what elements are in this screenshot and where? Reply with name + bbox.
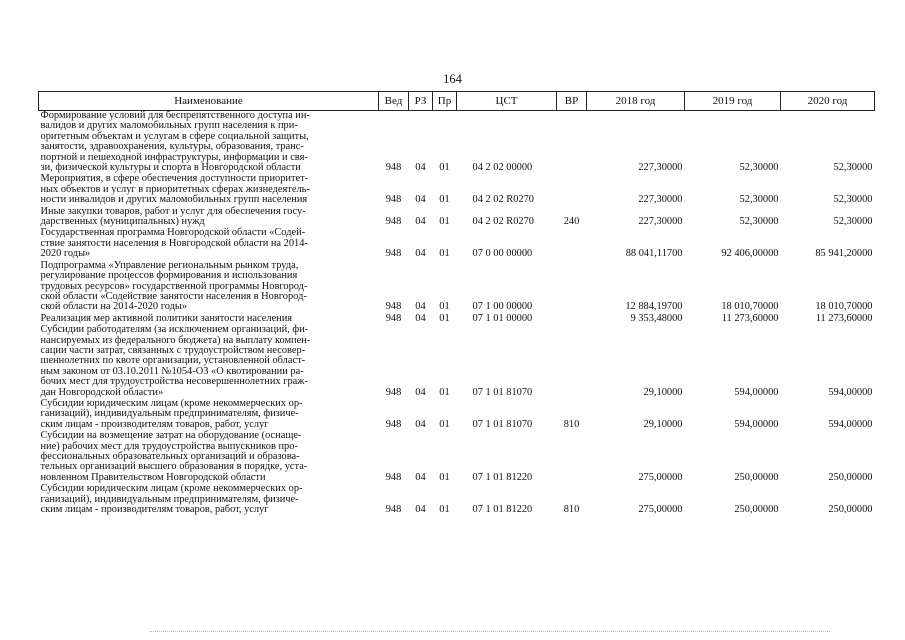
pr-cell: 01 [439,301,450,313]
row-name-line: шеннолетних по квоте организации, установленной област- [40,355,306,367]
table-body [39,111,875,517]
value-2018-cell: 227,30000 [638,162,683,174]
row-name-line: дарственных (муниципальных) нужд [40,216,205,228]
header-ved: Вед [379,92,409,111]
ved-cell: 948 [385,194,402,206]
value-2018-cell: 88 041,11700 [625,248,683,260]
row-name-line: тельных организаций высшего образования в порядке, уста- [40,461,308,473]
vr-cell [557,431,587,483]
value-2019-cell: 250,00000 [734,504,779,516]
ved-cell: 948 [385,418,402,430]
value-2018-cell: 29,10000 [643,386,683,398]
vr-cell: 810 [563,504,580,516]
row-name-line: ским лицам - производителям товаров, работ, услуг [40,504,269,516]
row-name-line: дан Новгородской области» [40,386,164,398]
row-name-line: Субсидии на возмещение затрат на оборудование (оснаще- [40,430,302,442]
row-name-line: регулирование процессов формирования и использования [40,270,298,282]
value-2018-cell: 275,00000 [638,471,683,483]
table-row [39,261,875,313]
pr-cell: 01 [439,418,450,430]
row-name-line: Мероприятия, в сфере обеспечения доступности приоритет- [40,173,309,185]
header-cst: ЦСТ [457,92,557,111]
row-name-cell [39,228,379,259]
pr-cell: 01 [439,312,450,324]
pr-cell: 01 [439,504,450,516]
cst-cell: 04 2 02 00000 [472,162,533,174]
rz-cell: 04 [415,162,426,174]
header-2019: 2019 год [685,92,781,111]
table-row [39,431,875,483]
row-name-cell [39,111,379,174]
row-name-cell [39,484,379,515]
table-row [39,484,875,515]
row-name-line: нансируемых из федерального бюджета) на выплату компен- [40,334,311,346]
ved-cell: 948 [385,312,402,324]
row-name-line: трудовых ресурсов» государственной программы Новгород- [40,280,308,292]
cst-cell: 07 1 01 81070 [472,386,533,398]
row-name-line: ным законом от 03.10.2011 №1054-ОЗ «О квотировании ра- [40,365,304,377]
row-name-line: Субсидии юридическим лицам (кроме некоммерческих ор- [40,483,303,495]
table-row [39,399,875,430]
row-name-line: ние) рабочих мест для трудоустройства выпускников про- [40,440,298,452]
value-2020-cell: 594,00000 [828,418,873,430]
value-2020-cell: 594,00000 [828,386,873,398]
row-name-line: ской области на 2014-2020 годы» [40,301,188,313]
cst-cell: 07 1 01 81220 [472,504,533,516]
row-name-line: ности инвалидов и других маломобильных групп населения [40,194,308,206]
header-pr: Пр [433,92,457,111]
row-name-cell [39,207,379,228]
row-name-line: новленном Правительством Новгородской области [40,471,266,483]
page-number: 164 [443,72,462,86]
pr-cell: 01 [439,248,450,260]
row-name-line: ганизаций), индивидуальным предпринимателям, физиче- [40,493,299,505]
table-row [39,174,875,205]
rz-cell: 04 [415,418,426,430]
vr-cell [557,325,587,398]
ved-cell: 948 [385,301,402,313]
rz-cell: 04 [415,194,426,206]
vr-cell [557,111,587,174]
rz-cell: 04 [415,248,426,260]
header-2020: 2020 год [781,92,875,111]
value-2018-cell: 29,10000 [643,418,683,430]
row-name-line: Формирование условий для беспрепятственного доступа ин- [40,110,310,121]
value-2020-cell: 52,30000 [833,194,873,206]
budget-table [38,91,875,516]
cst-cell: 07 1 01 81220 [472,471,533,483]
cst-cell: 04 2 02 R0270 [472,216,534,228]
row-name-line: Государственная программа Новгородской области «Содей- [40,227,306,239]
pr-cell: 01 [439,216,450,228]
table-row [39,228,875,259]
row-name-line: 2020 годы» [40,248,91,260]
ved-cell: 948 [385,471,402,483]
row-name-line: Иные закупки товаров, работ и услуг для обеспечения госу- [40,205,306,217]
row-name-line: портной и пешеходной инфраструктуры, информации и свя- [40,151,308,163]
value-2020-cell: 52,30000 [833,216,873,228]
row-name-line: зи, физической культуры и спорта в Новгородской области [40,162,301,174]
ved-cell: 948 [385,248,402,260]
value-2019-cell: 52,30000 [739,216,779,228]
value-2019-cell: 18 010,70000 [721,301,779,313]
vr-cell [557,174,587,205]
pr-cell: 01 [439,471,450,483]
ved-cell: 948 [385,504,402,516]
rz-cell: 04 [415,386,426,398]
ved-cell: 948 [385,386,402,398]
row-spacer-cell [39,515,875,516]
row-name-line: фессиональных образовательных организаций и образова- [40,451,300,462]
scan-artifact-line [150,631,830,634]
row-name-line: ствие занятости населения в Новгородской области на 2014- [40,237,308,249]
pr-cell: 01 [439,386,450,398]
cst-cell: 04 2 02 R0270 [472,194,534,206]
ved-cell: 948 [385,216,402,228]
row-name-cell [39,314,379,324]
cst-cell: 07 0 00 00000 [472,248,533,260]
row-name-cell [39,431,379,483]
cst-cell: 07 1 01 00000 [472,312,533,324]
row-name-line: ской области «Содействие занятости населения в Новгород- [40,290,307,302]
rz-cell: 04 [415,216,426,228]
value-2018-cell: 275,00000 [638,504,683,516]
row-name-line: Субсидии юридическим лицам (кроме некоммерческих ор- [40,397,303,409]
value-2019-cell: 594,00000 [734,418,779,430]
row-name-cell [39,325,379,398]
header-vr: ВР [557,92,587,111]
row-name-line: валидов и других маломобильных групп населения к при- [40,120,298,132]
vr-cell [557,314,587,324]
table-header-row [39,92,875,111]
vr-cell [557,228,587,259]
row-name-line: Подпрограмма «Управление региональным рынком труда, [40,259,299,271]
value-2020-cell: 250,00000 [828,471,873,483]
value-2019-cell: 594,00000 [734,386,779,398]
row-name-cell [39,174,379,205]
row-name-line: ных объектов и услуг в приоритетных сферах жизнедеятель- [40,183,310,195]
row-name-line: ским лицам - производителям товаров, работ, услуг [40,418,269,430]
vr-cell [557,261,587,313]
value-2020-cell: 18 010,70000 [815,301,873,313]
rz-cell: 04 [415,471,426,483]
header-rz: РЗ [409,92,433,111]
row-name-line: бочих мест для трудоустройства несовершеннолетних граж- [40,376,308,388]
header-name: Наименование [39,92,379,111]
value-2020-cell: 11 273,60000 [815,312,873,324]
vr-cell: 810 [563,418,580,430]
rz-cell: 04 [415,312,426,324]
row-name-line: занятости, здравоохранения, культуры, образования, транс- [40,141,304,153]
table-row [39,314,875,324]
rz-cell: 04 [415,504,426,516]
row-spacer [39,515,875,516]
value-2018-cell: 227,30000 [638,216,683,228]
row-name-cell [39,261,379,313]
rz-cell: 04 [415,301,426,313]
table-row [39,207,875,228]
pr-cell: 01 [439,194,450,206]
row-name-line: Субсидии работодателям (за исключением организаций, фи- [40,324,309,336]
ved-cell: 948 [385,162,402,174]
row-name-cell [39,399,379,430]
header-2018: 2018 год [587,92,685,111]
value-2019-cell: 92 406,00000 [721,248,779,260]
value-2020-cell: 85 941,20000 [815,248,873,260]
value-2018-cell: 227,30000 [638,194,683,206]
cst-cell: 07 1 00 00000 [472,301,533,313]
row-name-line: сации части затрат, связанных с трудоустройством несовер- [40,344,306,356]
value-2019-cell: 11 273,60000 [721,312,779,324]
row-name-line: Реализация мер активной политики занятости населения [40,312,293,324]
value-2019-cell: 52,30000 [739,162,779,174]
cst-cell: 07 1 01 81070 [472,418,533,430]
value-2019-cell: 52,30000 [739,194,779,206]
vr-cell: 240 [563,216,580,228]
value-2020-cell: 250,00000 [828,504,873,516]
row-name-line: оритетным объектам и услугам в сфере социальной защиты, [40,130,309,142]
value-2019-cell: 250,00000 [734,471,779,483]
value-2018-cell: 12 884,19700 [625,301,683,313]
table-row [39,325,875,398]
table-row [39,111,875,174]
value-2018-cell: 9 353,48000 [630,312,683,324]
value-2020-cell: 52,30000 [833,162,873,174]
row-name-line: ганизаций), индивидуальным предпринимателям, физиче- [40,408,299,420]
pr-cell: 01 [439,162,450,174]
